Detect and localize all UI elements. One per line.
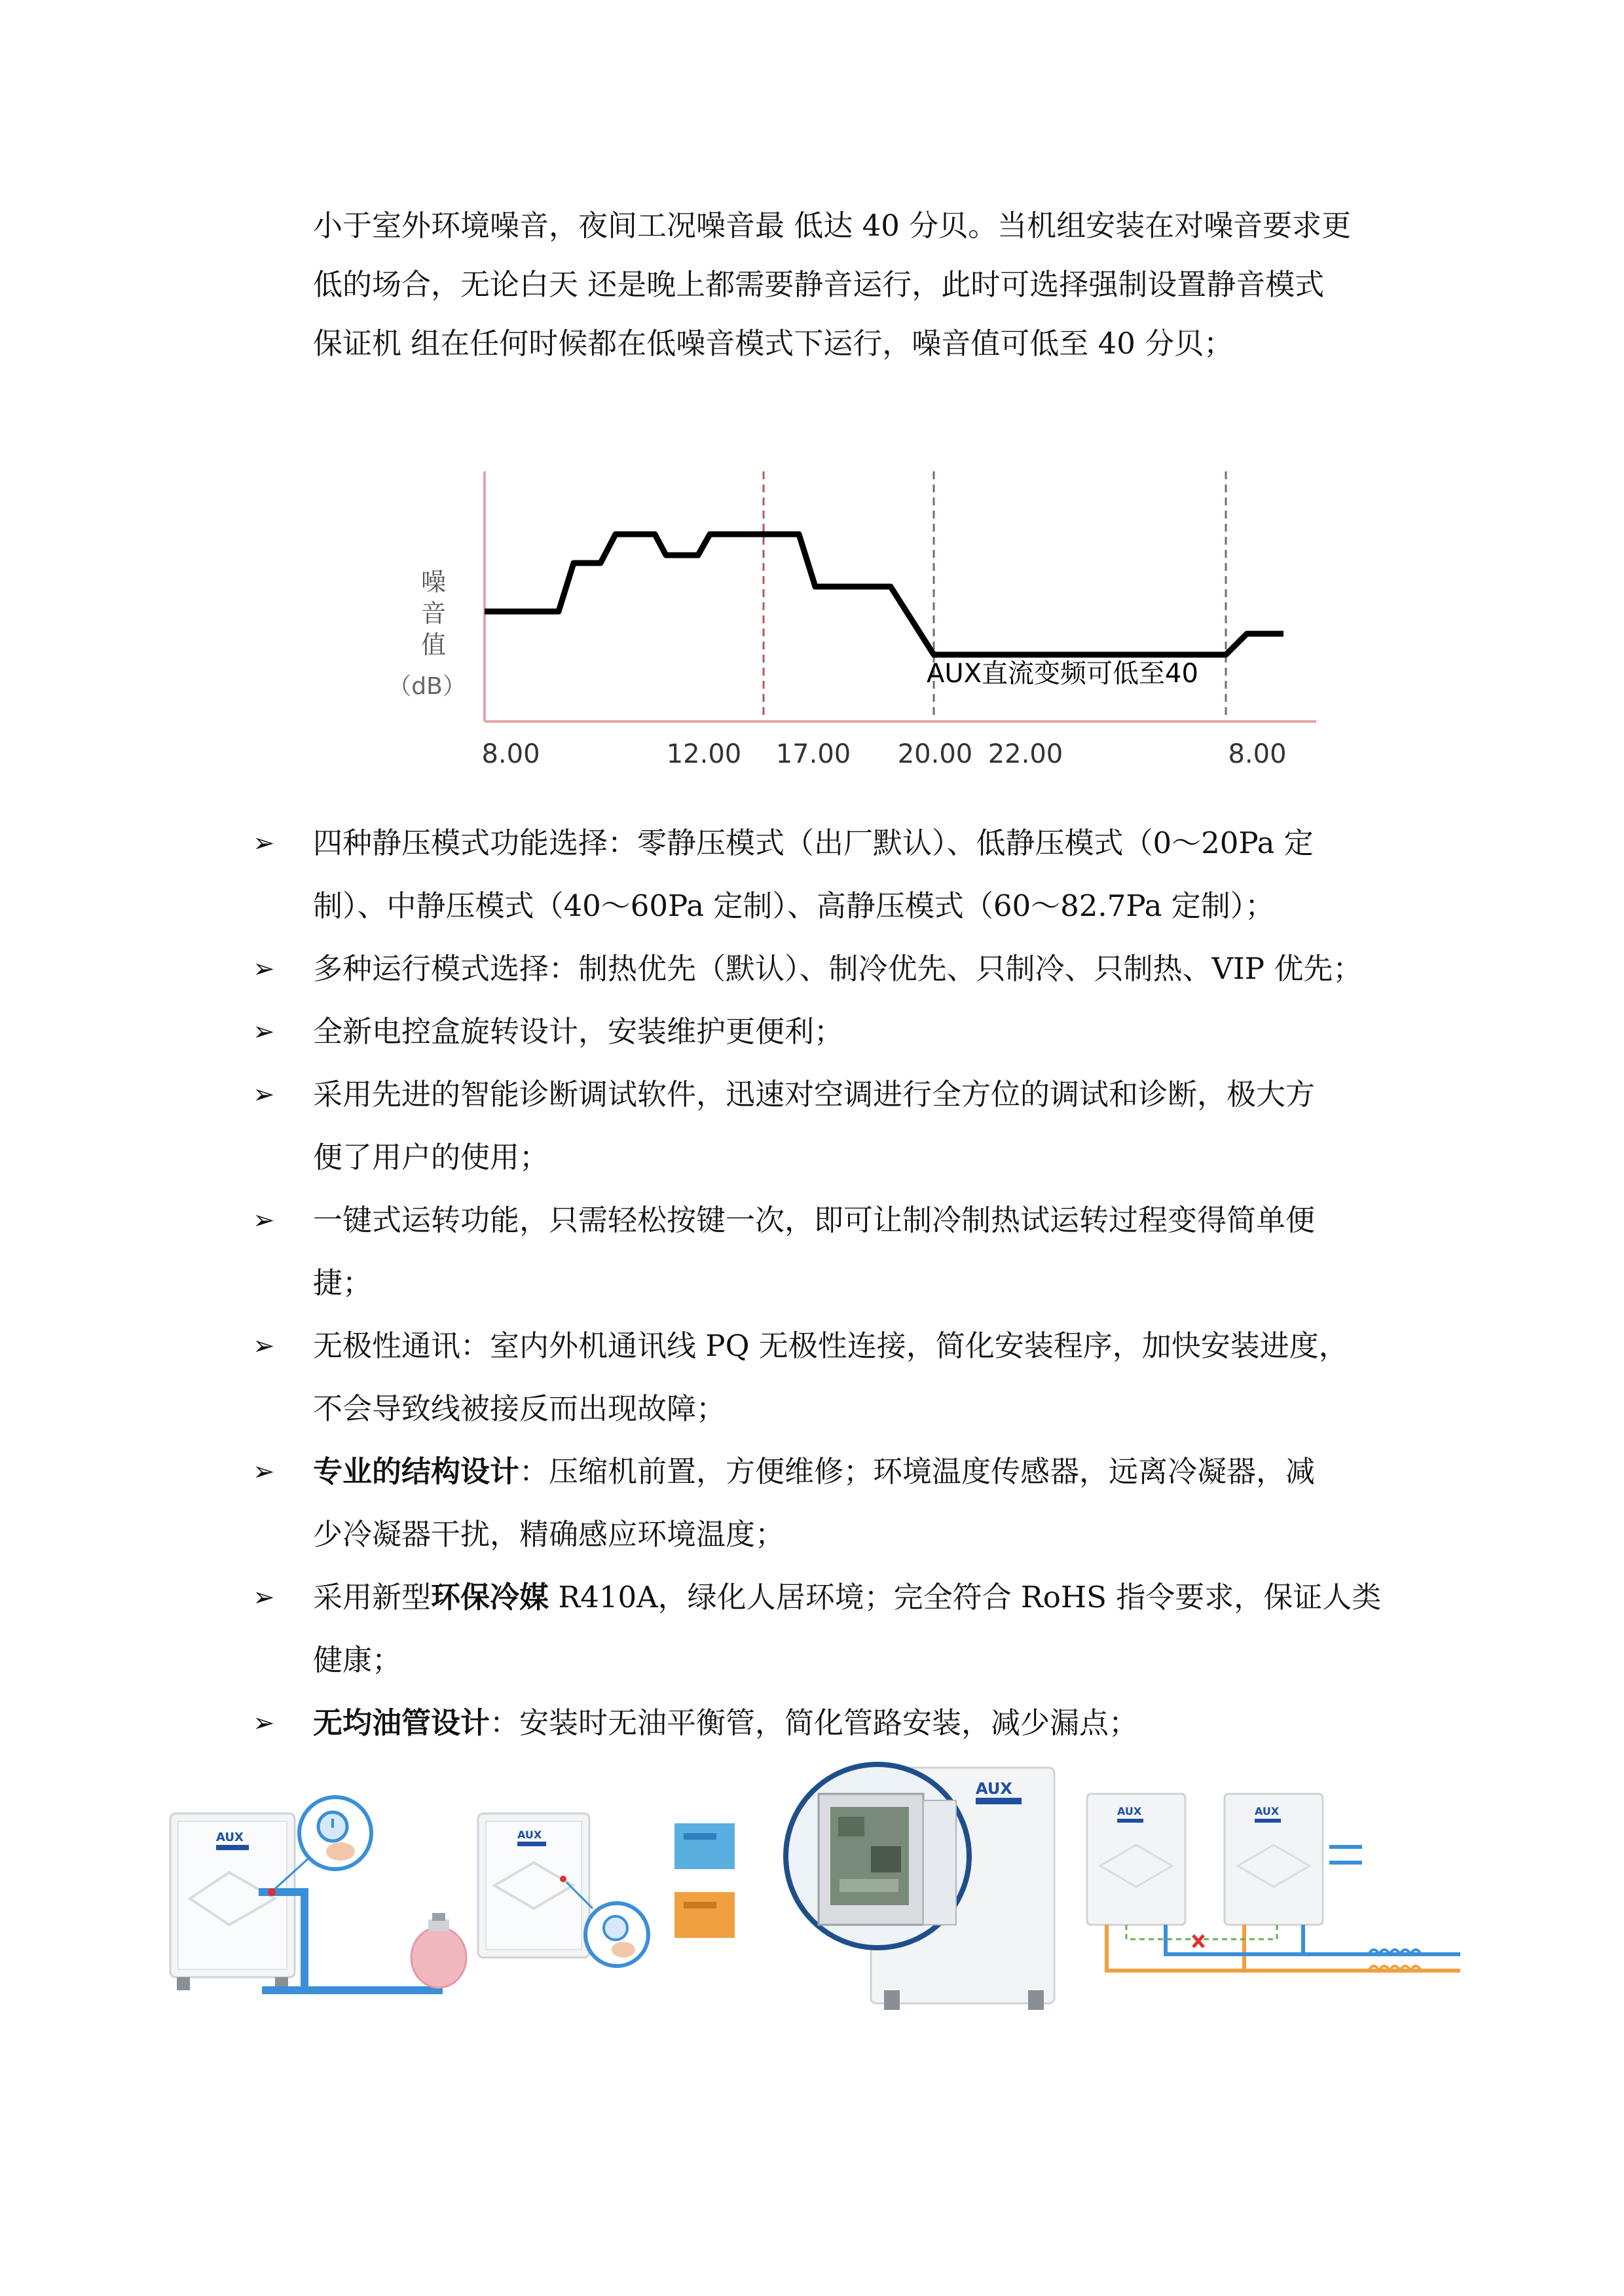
list-item: ➢ 多种运行模式选择：制热优先（默认）、制冷优先、只制冷、只制热、VIP 优先； [248, 938, 1466, 1000]
bold-term: 专业的结构设计 [313, 1454, 520, 1489]
illustration-one-key [471, 1768, 747, 2003]
ylabel-char: 音 [420, 599, 447, 628]
chart-annotation: AUX直流变频可低至40 [927, 659, 1198, 689]
list-item: ➢ 采用新型环保冷媒 R410A，绿化人居环境；完全符合 RoHS 指令要求，保证人类 健康； [248, 1566, 1466, 1692]
aux-logo: AUX [1255, 1805, 1280, 1817]
ylabel-unit: （dB） [388, 673, 466, 700]
illustration-refrigerant-svg [164, 1768, 471, 2003]
list-item: ➢ 专业的结构设计：压缩机前置，方便维修；环境温度传感器，远离冷凝器，减 少冷凝器干扰，精确感应环境温度； [248, 1440, 1466, 1566]
intro-line: 保证机 组在任何时候都在低噪音模式下运行，噪音值可低至 40 分贝； [313, 326, 1234, 361]
illustration-no-oil-pipe-svg [1080, 1768, 1460, 2003]
intro-line: 小于室外环境噪音，夜间工况噪音最 低达 40 分贝。当机组安装在对噪音要求更 [313, 208, 1352, 243]
intro-paragraph [313, 196, 1466, 373]
aux-logo: AUX [216, 1831, 244, 1844]
arrow-bullet-icon: ➢ [253, 828, 275, 858]
aux-logo: AUX [517, 1829, 542, 1841]
arrow-bullet-icon: ➢ [253, 954, 275, 984]
aux-logo: AUX [976, 1779, 1012, 1798]
noise-chart-svg [386, 458, 1316, 773]
x-tick-label: 17.00 [775, 739, 851, 769]
ylabel-char: 噪 [420, 568, 447, 596]
arrow-bullet-icon: ➢ [253, 1205, 275, 1235]
list-item: ➢ 一键式运转功能，只需轻松按键一次，即可让制冷制热试运转过程变得简单便 捷； [248, 1189, 1466, 1315]
arrow-bullet-icon: ➢ [253, 1582, 275, 1613]
aux-logo: AUX [1117, 1805, 1142, 1817]
arrow-bullet-icon: ➢ [253, 1708, 275, 1738]
arrow-bullet-icon: ➢ [253, 1457, 275, 1487]
bold-term: 环保冷媒 [431, 1580, 549, 1614]
list-item: ➢ 无极性通讯：室内外机通讯线 PQ 无极性连接，简化安装程序，加快安装进度， 不会导致线被接反而出现故障； [248, 1315, 1466, 1440]
intro-line: 低的场合，无论白天 还是晚上都需要静音运行，此时可选择强制设置静音模式 [313, 267, 1325, 302]
illustration-no-oil-pipe [1080, 1768, 1460, 2003]
x-tick-label: 8.00 [481, 739, 540, 769]
x-tick-label: 8.00 [1228, 739, 1287, 769]
feature-list [248, 812, 1466, 1755]
illustration-electric-box-svg [779, 1741, 1067, 2016]
x-tick-label: 20.00 [897, 739, 973, 769]
bold-term: 无均油管设计 [313, 1705, 490, 1740]
noise-chart [386, 458, 1316, 773]
arrow-bullet-icon: ➢ [253, 1017, 275, 1047]
x-tick-label: 12.00 [666, 739, 742, 769]
list-item: ➢ 采用先进的智能诊断调试软件，迅速对空调进行全方位的调试和诊断，极大方 便了用户的使用； [248, 1063, 1466, 1189]
illustration-one-key-svg [471, 1768, 747, 2003]
arrow-bullet-icon: ➢ [253, 1080, 275, 1110]
arrow-bullet-icon: ➢ [253, 1331, 275, 1361]
noise-line [485, 534, 1283, 655]
list-item: ➢ 四种静压模式功能选择：零静压模式（出厂默认）、低静压模式（0～20Pa 定 制）、中静压模式（40～60Pa 定制）、高静压模式（60～82.7Pa 定制）； [248, 812, 1466, 938]
list-item: ➢ 无均油管设计：安装时无油平衡管，简化管路安装，减少漏点； [248, 1692, 1466, 1755]
ylabel-char: 值 [420, 630, 447, 659]
illustration-refrigerant [164, 1768, 471, 2003]
x-tick-label: 22.00 [987, 739, 1063, 769]
list-item: ➢ 全新电控盒旋转设计，安装维护更便利； [248, 1000, 1466, 1063]
illustration-electric-box [779, 1741, 1067, 2016]
